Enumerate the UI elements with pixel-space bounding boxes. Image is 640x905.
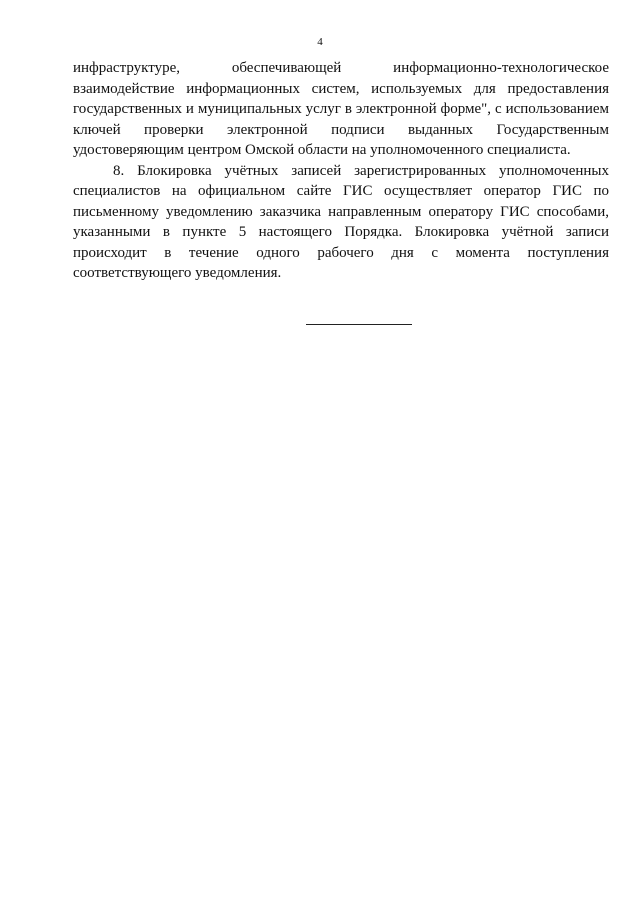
end-separator-line xyxy=(306,324,412,325)
paragraph-continuation: инфраструктуре, обеспечивающей информационно-технологическое взаимодействие информационных систем, используемых для предоставления государственных и муниципальных услуг в электронной форме", с использованием ключей проверки электронной подписи выданных Государственным удостоверяющим центром Омской области на уполномоченного специалиста. xyxy=(73,60,609,158)
page-number: 4 xyxy=(317,36,323,48)
document-body xyxy=(73,58,609,284)
paragraph-item-8: 8. Блокировка учётных записей зарегистрированных уполномоченных специалистов на официальном сайте ГИС осуществляет оператор ГИС по письменному уведомлению заказчика направленным оператору ГИС способами, указанными в пункте 5 настоящего Порядка. Блокировка учётной записи происходит в течение одного рабочего дня с момента поступления соответствующего уведомления. xyxy=(73,162,609,281)
